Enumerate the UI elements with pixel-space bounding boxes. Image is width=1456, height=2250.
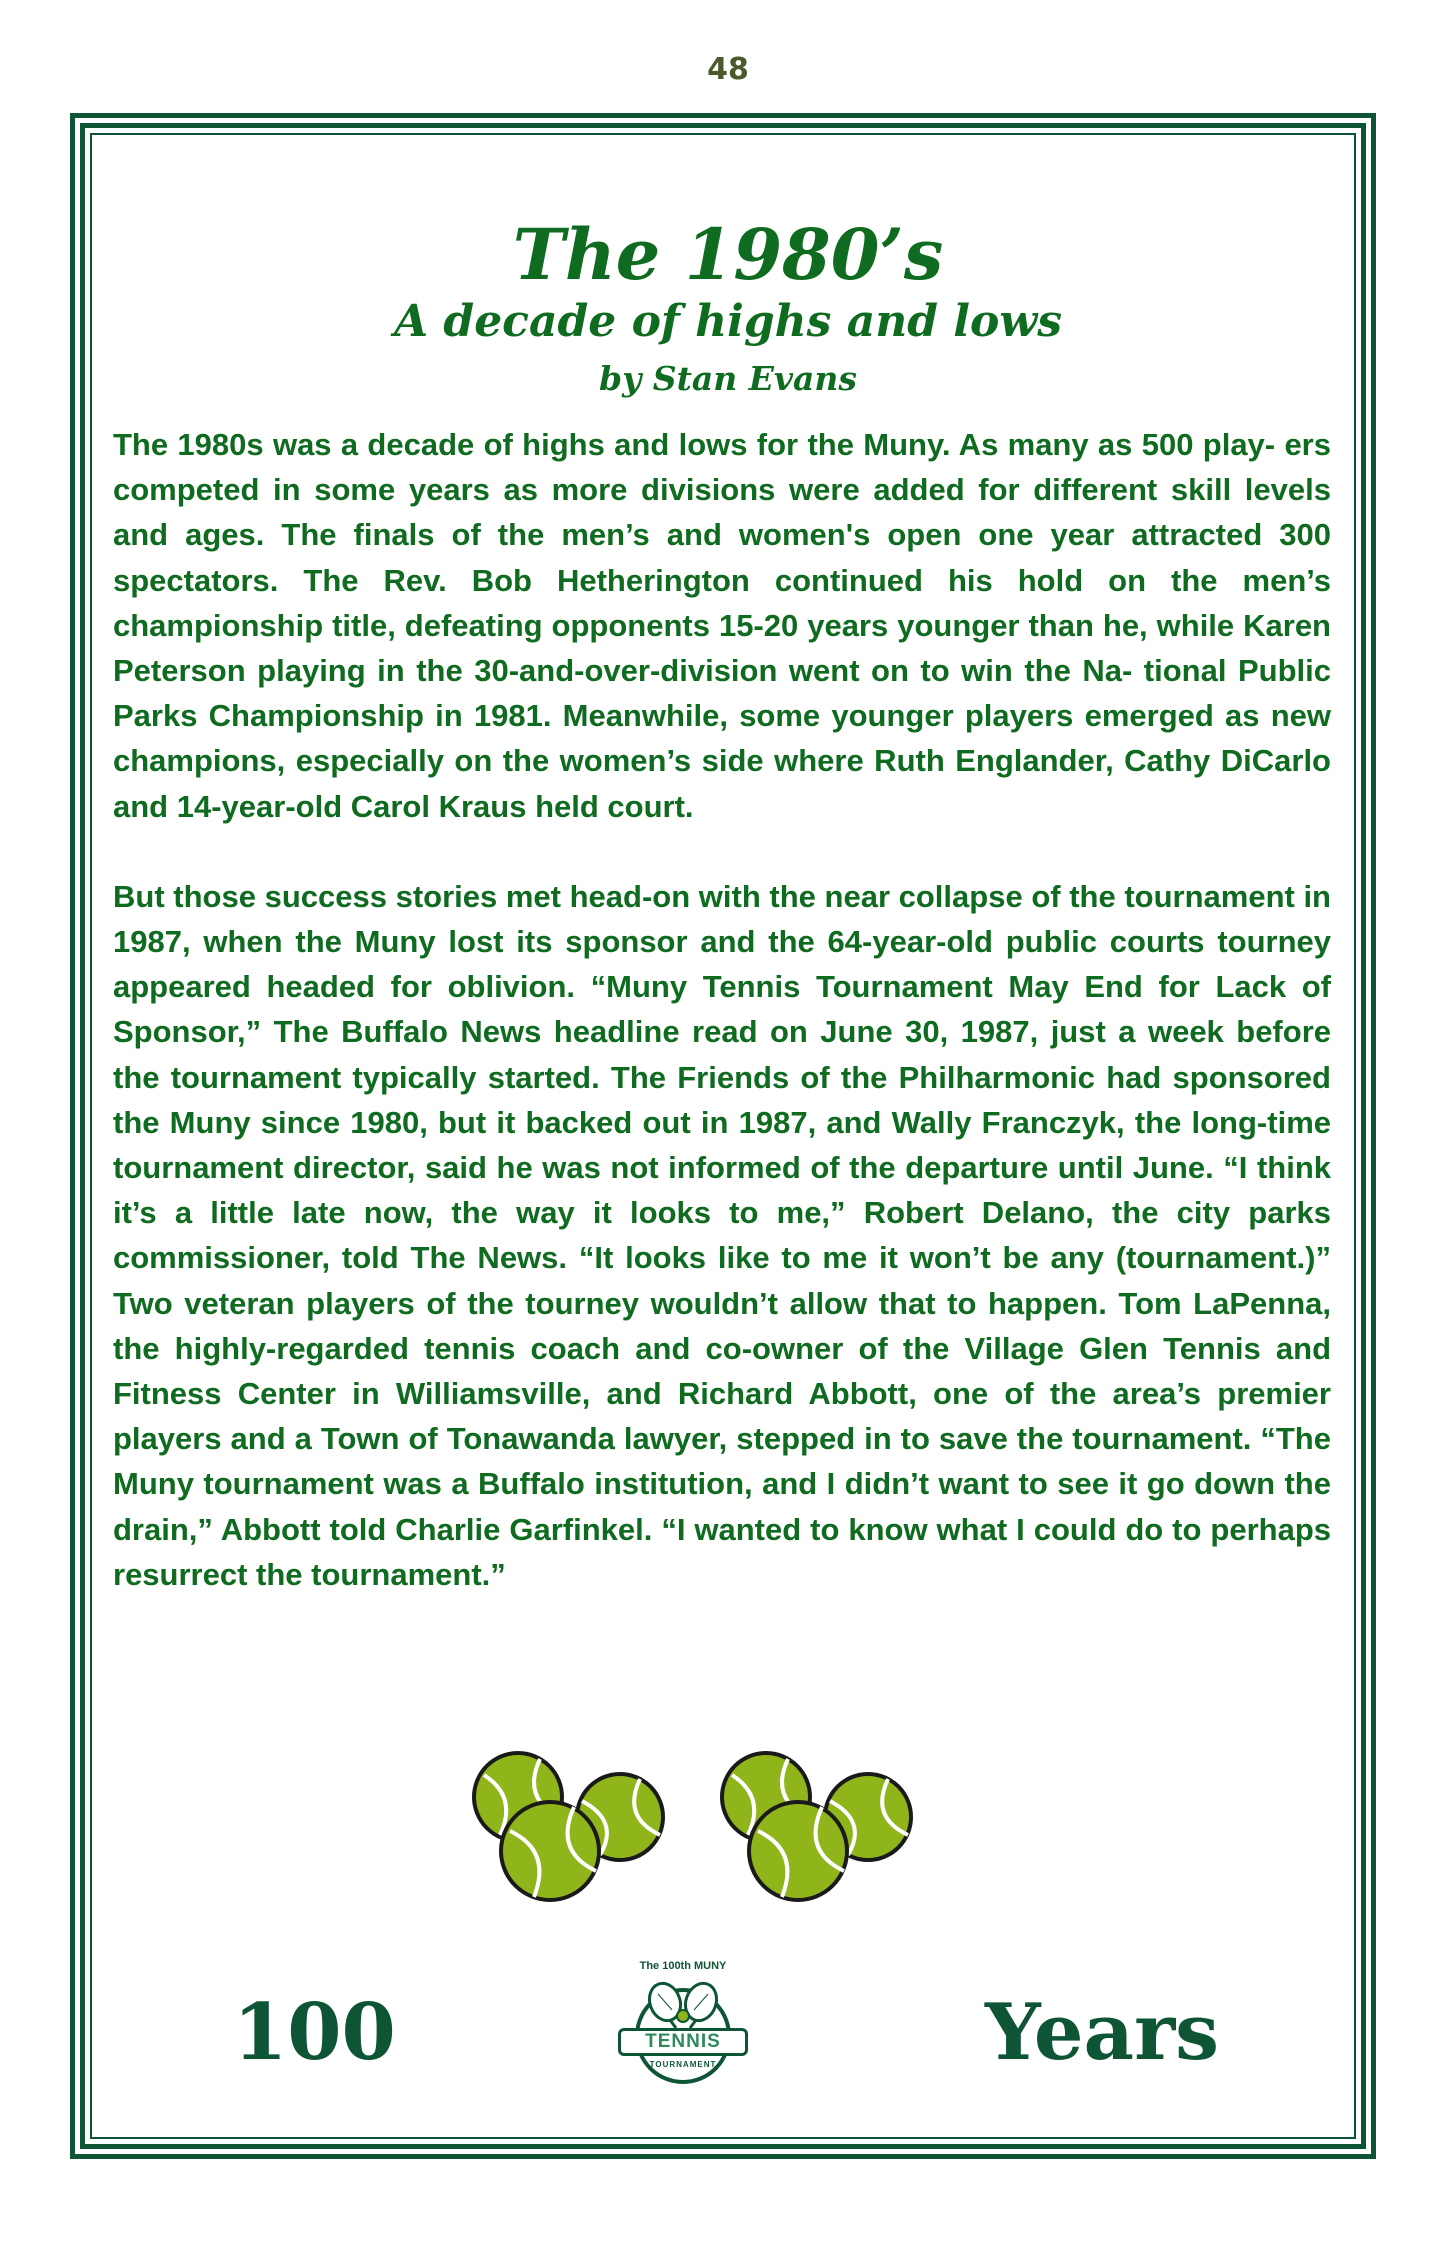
logo-bottom-text: TOURNAMENT [649,2060,717,2069]
tennis-balls-icon [470,1745,670,1905]
logo-top-text: The 100th MUNY [639,1960,727,1972]
article-paragraph-1: The 1980s was a decade of highs and lows for the Muny. As many as 500 play- ers competed in some years as more divisions were added for different skill levels and ages. The finals of the men’s and women's open one year attracted 300 spectators. The Rev. Bob Hetherington continued his hold on the men’s championship title, defeating opponents 15-20 years younger than he, while Karen Peterson playing in the 30-and-over-division went on to win the Na- tional Public Parks Championship in 1981. Meanwhile, some younger players emerged as new champions, especially on the women’s side where Ruth Englander, Cathy DiCarlo and 14-year-old Carol Kraus held court. [113,427,1331,824]
footer-right-text: Years [985,1987,1220,2078]
footer-left-text: 100 [233,1987,396,2078]
tennis-ball-icon [501,1802,599,1900]
article-body [113,422,1331,1597]
article-byline: by Stan Evans [599,359,857,398]
article-paragraph-2: But those success stories met head-on with the near collapse of the tournament in 1987, when the Muny lost its sponsor and the 64-year-old public courts tourney appeared headed for oblivion. “Muny Tennis Tournament May End for Lack of Sponsor,” The Buffalo News headline read on June 30, 1987, just a week before the tournament typically started. The Friends of the Philharmonic had sponsored the Muny since 1980, but it backed out in 1987, and Wally Franczyk, the long-time tournament director, said he was not informed of the departure until June. “I think it’s a little late now, the way it looks to me,” Robert Delano, the city parks commissioner, told The News. “It looks like to me it won’t be any (tournament.)” Two veteran players of the tourney wouldn’t allow that to happen. Tom LaPenna, the highly-regarded tennis coach and co-owner of the Village Glen Tennis and Fitness Center in Williamsville, and Richard Abbott, one of the area’s premier players and a Town of Tonawanda lawyer, stepped in to save the tournament. “The Muny tournament was a Buffalo institution, and I didn’t want to see it go down the drain,” Abbott told Charlie Garfinkel. “I wanted to know what I could do to perhaps resurrect the tournament.” [113,878,1331,1592]
page-number: 48 [707,52,749,87]
tennis-balls-group-right [718,1745,918,1905]
article-subtitle: A decade of highs and lows [393,296,1063,347]
tennis-balls-icon [718,1745,918,1905]
logo-main-text: TENNIS [618,2028,748,2056]
muny-tennis-logo [610,1958,756,2088]
article-title: The 1980’s [512,213,944,296]
tennis-ball-icon [749,1802,847,1900]
tennis-balls-group-left [470,1745,670,1905]
